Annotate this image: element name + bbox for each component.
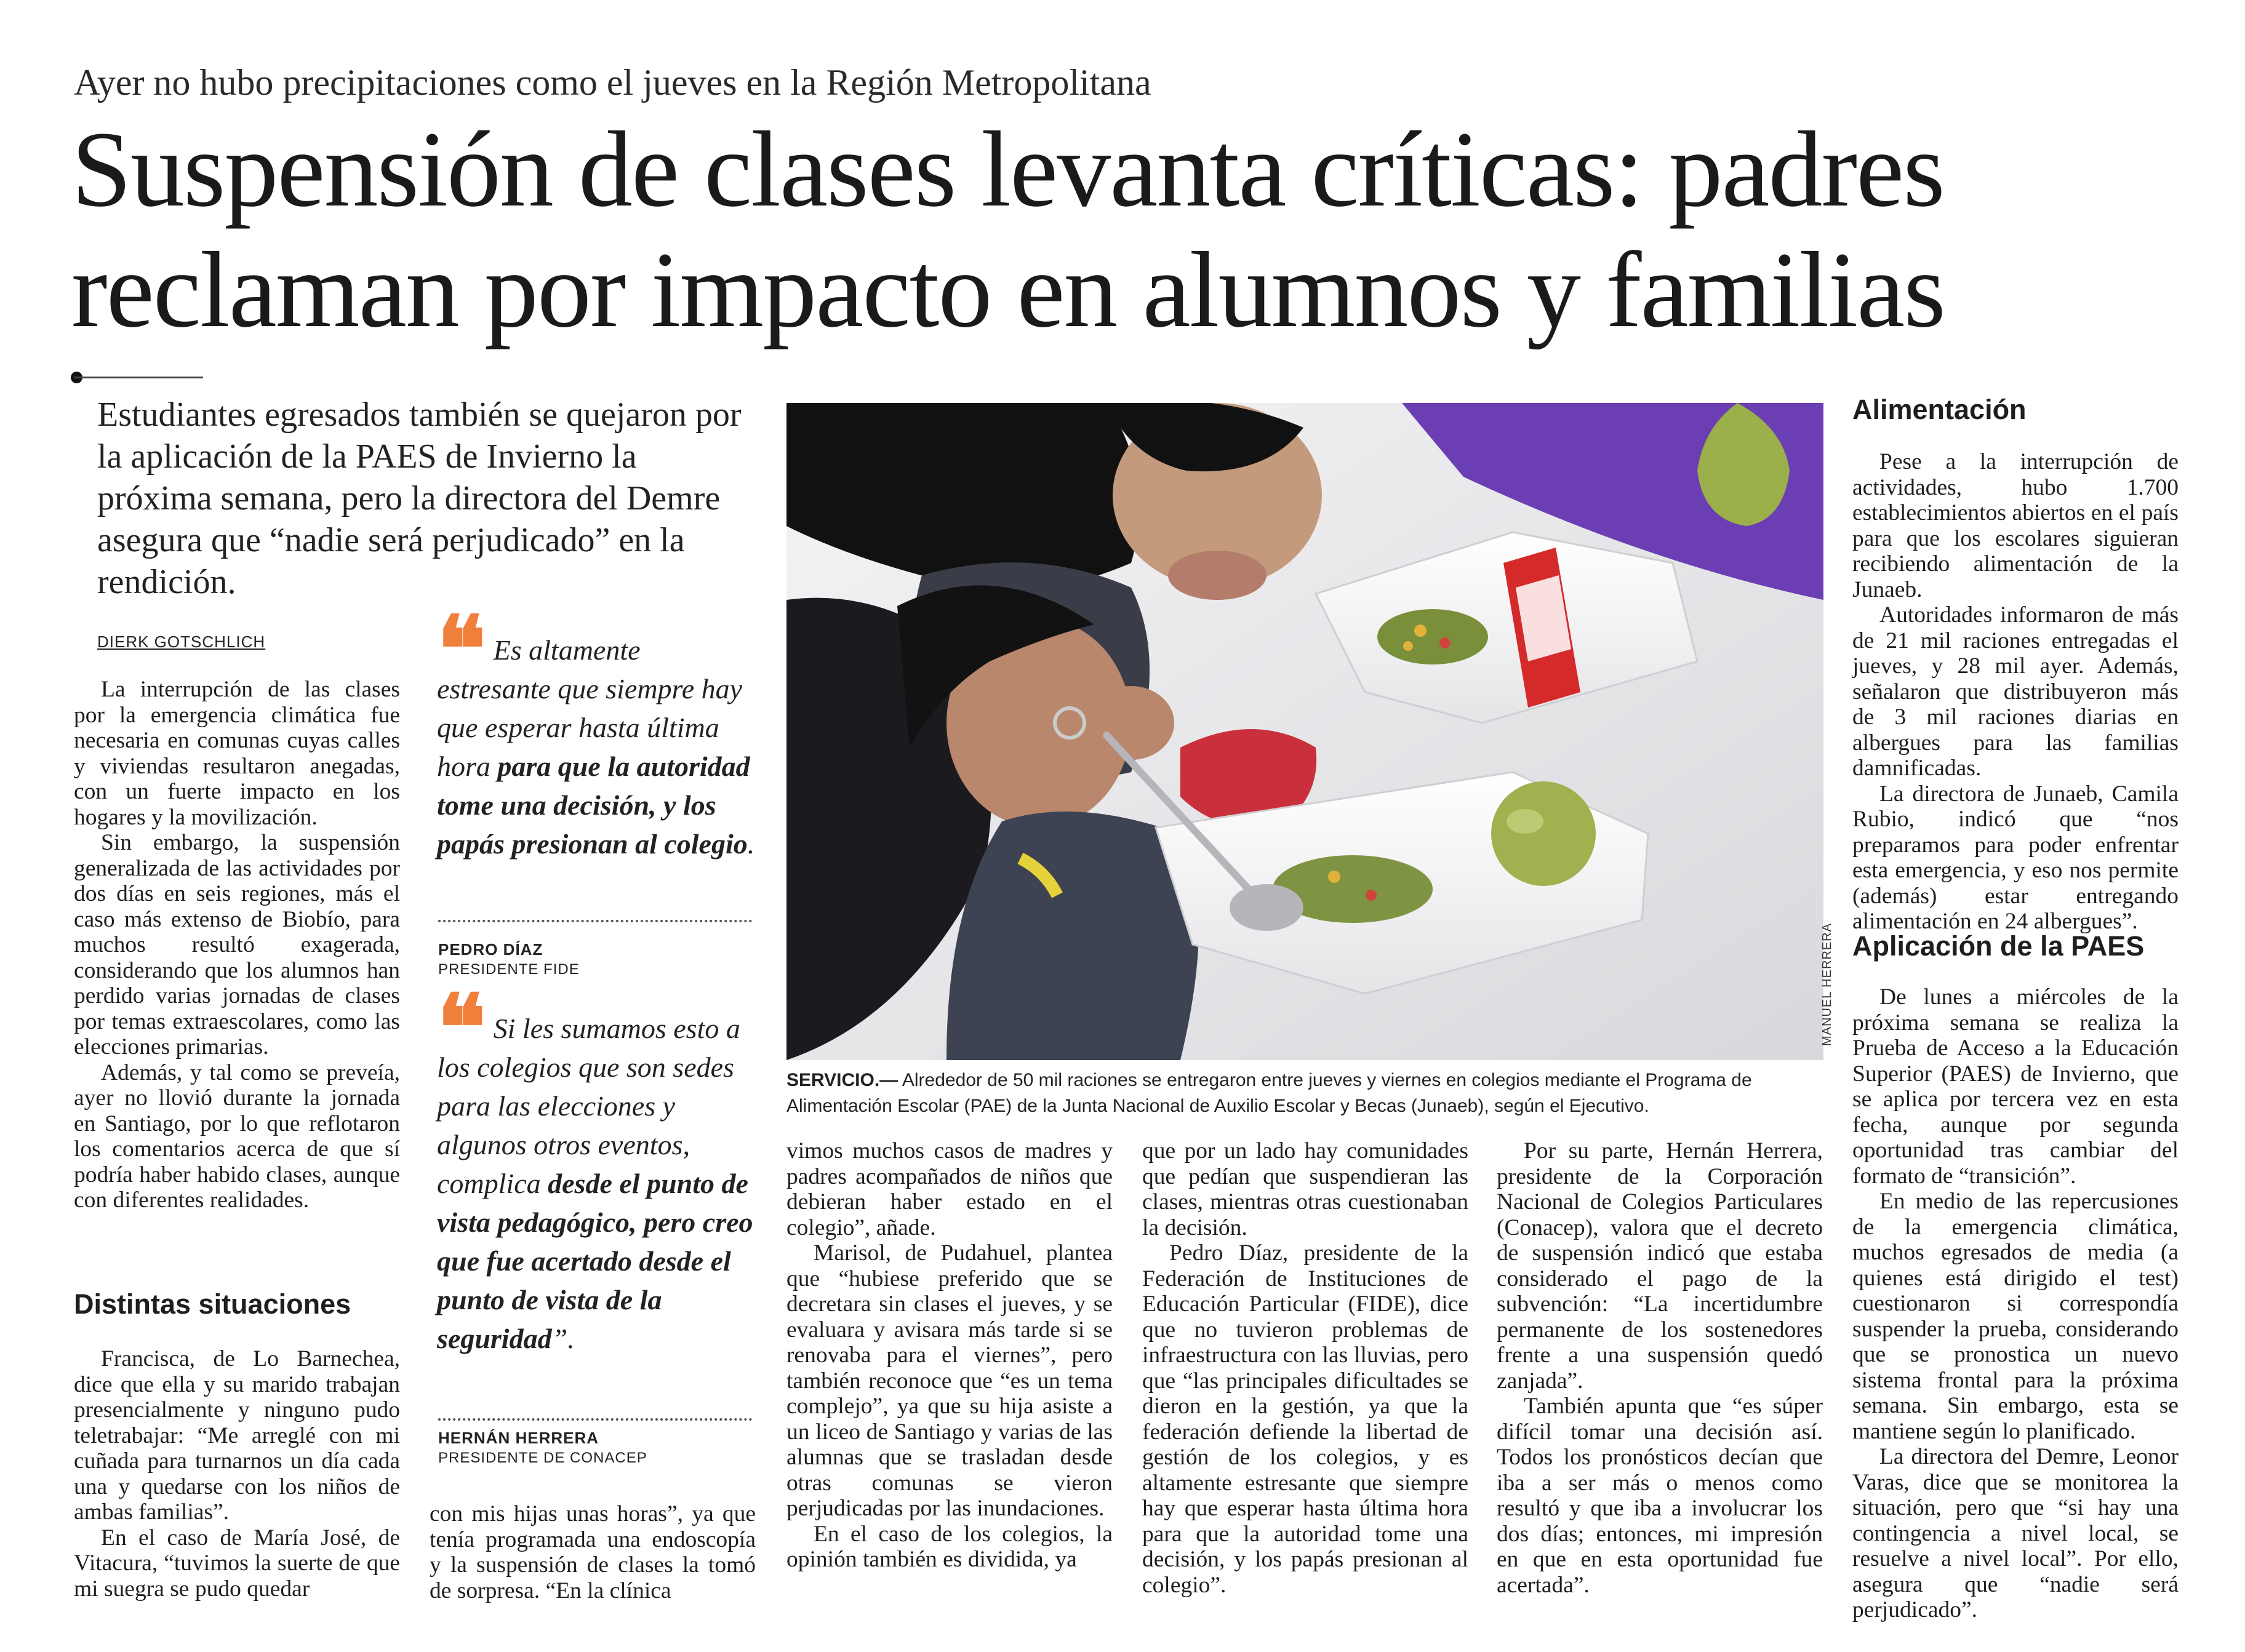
paragraph: Marisol, de Pudahuel, plantea que “hubiese preferido que se decretara sin clases el jueves, y se evaluara y avisara más tarde si se renovaba para el viernes”, pero también reconoce que “es un tema complejo”, ya que su hija asiste a un liceo de Santiago y varias de las alumnas que se trasladan desde otras comunas se vieron perjudicadas por las inundaciones. (786, 1240, 1113, 1521)
pull-quote-1 (437, 596, 757, 863)
photo-caption (786, 1067, 1827, 1119)
paragraph: La directora de Junaeb, Camila Rubio, indicó que “nos preparamos para poder enfrentar esta emergencia, y eso nos permite (además) estar entregando alimentación en 24 albergues”. (1852, 781, 2179, 934)
quote-italic: Es altamente estresante que siempre hay que esperar hasta última hora (437, 634, 743, 782)
paragraph: con mis hijas unas horas”, ya que tenía programada una endoscopía y la suspensión de clases la tomó de sorpresa. “En la clínica (430, 1501, 756, 1603)
body-column-4 (1142, 1138, 1468, 1598)
body-column-6-bottom (1852, 984, 2179, 1623)
paragraph: Pese a la interrupción de actividades, hubo 1.700 establecimientos abiertos en el país para que los escolares siguieran recibiendo alimentación de la Junaeb. (1852, 449, 2179, 602)
body-column-2-bottom (430, 1501, 756, 1603)
section-heading-alimentacion: Alimentación (1852, 394, 2027, 425)
caption-label: SERVICIO.— (786, 1070, 898, 1090)
caption-text: Alrededor de 50 mil raciones se entregaron entre jueves y viernes en colegios mediante el Programa de Alimentación Escolar (PAE) de la Junta Nacional de Auxilio Escolar y Becas (Junaeb), según el Ejecutivo. (786, 1070, 1752, 1116)
paragraph: Por su parte, Hernán Herrera, presidente de la Corporación Nacional de Colegios Particulares (Conacep), valora que el decreto de suspensión indicó que estaba considerado el pago de la subvención: “La incertidumbre permanente de los sostenedores frente a una suspensión quedó zanjada”. (1497, 1138, 1823, 1394)
quote-italic: Si les sumamos esto a los colegios que son sedes para las elecciones y algunos otros eventos, complica (437, 1013, 740, 1199)
dotted-rule (438, 1418, 752, 1421)
body-column-6-top (1852, 449, 2179, 935)
dotted-rule (438, 920, 752, 922)
paragraph: vimos muchos casos de madres y padres acompañados de niños que debieran haber estado en el colegio”, añade. (786, 1138, 1113, 1240)
paragraph: La interrupción de las clases por la emergencia climática fue necesaria en comunas cuyas calles y viviendas resultaron anegadas, con un fuerte impacto en los hogares y la movilización. (74, 677, 400, 830)
paragraph: Autoridades informaron de más de 21 mil raciones entregadas el jueves, y 28 mil ayer. Además, señalaron que distribuyeron más de 3 mil raciones diarias en albergues para las familias damnificadas. (1852, 602, 2179, 781)
paragraph: La directora del Demre, Leonor Varas, dice que se monitorea la situación, pero que “si hay una contingencia a nivel local, se resuelve a nivel local”. Por ello, asegura que “nadie será perjudicado”. (1852, 1444, 2179, 1622)
paragraph: De lunes a miércoles de la próxima semana se realiza la Prueba de Acceso a la Educación Superior (PAES) de Invierno, que se aplica por tercera vez en esta fecha, aunque por segunda oportunidad tras cambiar del formato de “transición”. (1852, 984, 2179, 1189)
body-column-1-bottom (74, 1346, 400, 1602)
body-column-1-top (74, 677, 400, 1213)
section-heading-aplicacion-paes: Aplicación de la PAES (1852, 930, 2145, 962)
paragraph: Sin embargo, la suspensión generalizada de las actividades por dos días en seis regiones, más el caso más extenso de Biobío, para muchos resultó exagerada, considerando que los alumnos han perdido varias jornadas de clases por temas extraescolares, como las elecciones primarias. (74, 830, 400, 1059)
quote-attribution-role: PRESIDENTE DE CONACEP (438, 1450, 647, 1466)
paragraph: Además, y tal como se preveía, ayer no llovió durante la jornada en Santiago, por lo que reflotaron los comentarios acerca de que sí podría haber habido clases, aunque con diferentes realidades. (74, 1059, 400, 1213)
body-column-5 (1497, 1138, 1823, 1598)
photo-credit: MANUEL HERRERA (1820, 923, 1834, 1046)
quote-bold: desde el punto de vista pedagógico, pero creo que fue acertado desde el punto de vista de la seguridad (437, 1168, 753, 1354)
section-heading-distintas-situaciones: Distintas situaciones (74, 1288, 351, 1320)
school-lunch-photo-illustration (786, 403, 1823, 1060)
quote-mark-icon: ❝ (437, 596, 486, 703)
quote-attribution-name: HERNÁN HERRERA (438, 1429, 599, 1447)
quote-tail: . (747, 828, 755, 860)
paragraph: que por un lado hay comunidades que pedían que suspendieran las clases, mientras otras cuestionaban la decisión. (1142, 1138, 1468, 1240)
news-photo (786, 403, 1823, 1060)
kicker: Ayer no hubo precipitaciones como el jueves en la Región Metropolitana (74, 62, 1151, 103)
quote-attribution-role: PRESIDENTE FIDE (438, 961, 580, 978)
quote-mark-icon: ❝ (437, 974, 486, 1081)
byline: DIERK GOTSCHLICH (97, 632, 266, 651)
paragraph: En el caso de María José, de Vitacura, “tuvimos la suerte de que mi suegra se pudo quedar (74, 1525, 400, 1602)
quote-tail: ”. (551, 1323, 575, 1354)
headline: Suspensión de clases levanta críticas: padres reclaman por impacto en alumnos y familias (71, 110, 1945, 350)
paragraph: En el caso de los colegios, la opinión también es dividida, ya (786, 1521, 1113, 1572)
paragraph: Pedro Díaz, presidente de la Federación de Instituciones de Educación Particular (FIDE), dice que no tuvieron problemas de infraestructura con las lluvias, pero que “las principales dificultades se dieron en la gestión, ya que la federación defiende la libertad de gestión de los colegios, y es altamente estresante que siempre hay que esperar hasta última hora para que la autoridad tome una decisión, y los papás presionan al colegio”. (1142, 1240, 1468, 1598)
body-column-3 (786, 1138, 1113, 1573)
paragraph: También apunta que “es súper difícil tomar una decisión así. Todos los pronósticos decían que iba a ser más o menos como resultó y que iba a involucrar los dos días; entonces, mi impresión en que en esta oportunidad fue acertada”. (1497, 1394, 1823, 1598)
quote-bold: para que la autoridad tome una decisión, y los papás presionan al colegio (437, 751, 750, 860)
lead-paragraph: Estudiantes egresados también se quejaron por la aplicación de la PAES de Invierno la próxima semana, pero la directora del Demre asegura que “nadie será perjudicado” en la rendición. (97, 396, 742, 601)
pull-quote-2 (437, 974, 757, 1358)
quote-attribution-name: PEDRO DÍAZ (438, 940, 543, 959)
paragraph: Francisca, de Lo Barnechea, dice que ella y su marido trabajan presencialmente y ninguno pudo teletrabajar: “Me arreglé con mi cuñada para turnarnos un día cada una y quedarse con los niños de ambas familias”. (74, 1346, 400, 1525)
lead-rule (74, 377, 203, 378)
paragraph: En medio de las repercusiones de la emergencia climática, muchos egresados de media (a quienes está dirigido el test) cuestionaron si correspondía suspender la prueba, considerando que se pronostica un nuevo sistema frontal para la próxima semana. Sin embargo, esta se mantiene según lo planificado. (1852, 1189, 2179, 1444)
